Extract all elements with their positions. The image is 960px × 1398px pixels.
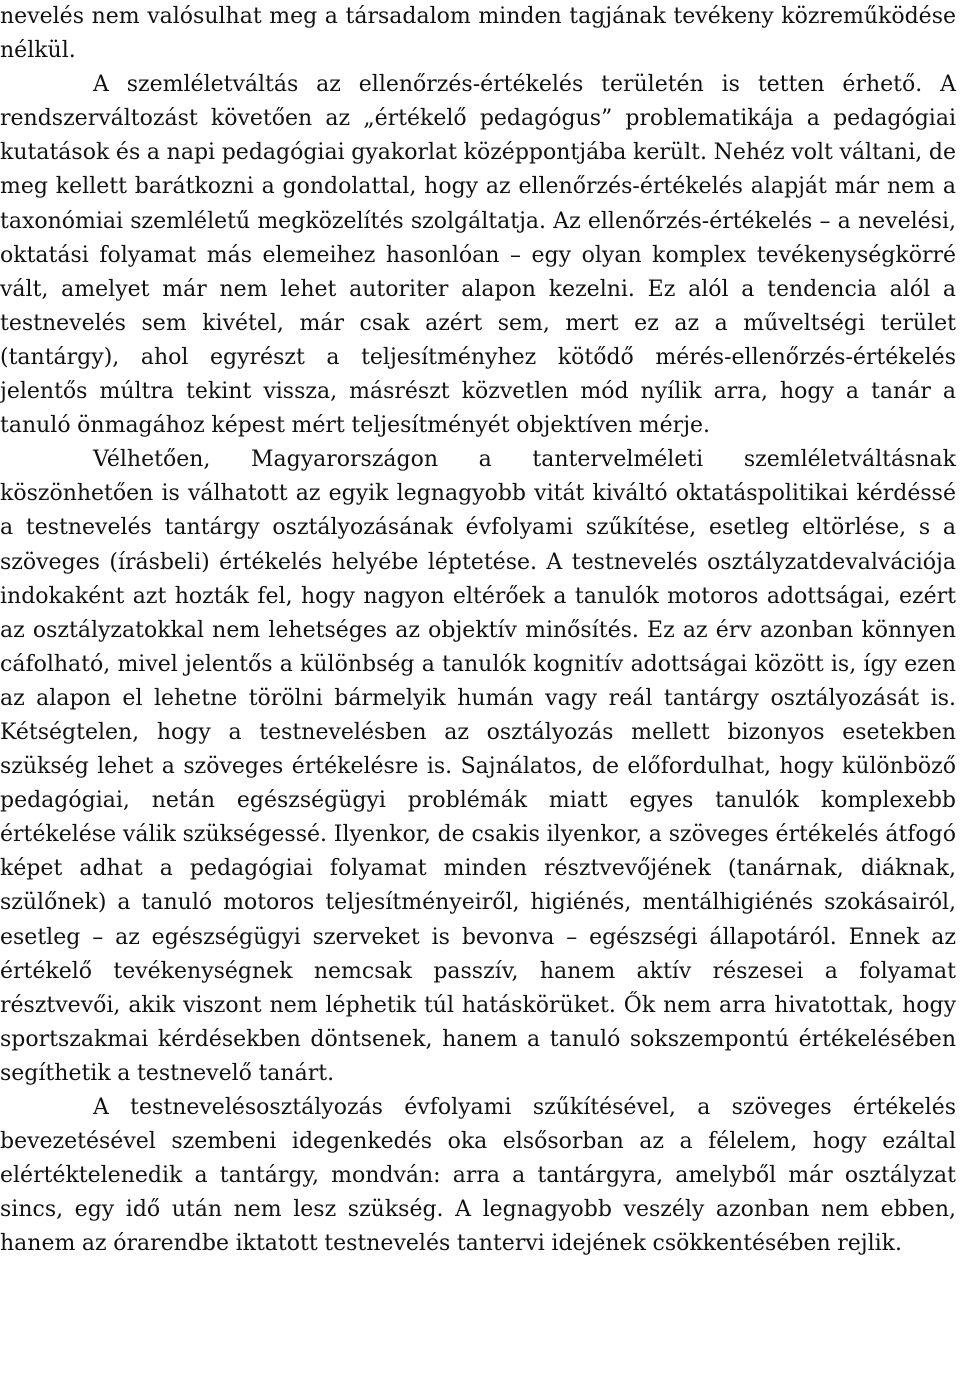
paragraph-assessment-shift: A szemléletváltás az ellenőrzés-értékelés területén is tetten érhető. A rendszerváltozást követően az „értékelő pedagógus” problematikája a pedagógiai kutatások és a napi pedagógiai gyakorlat középpontjába került. Nehéz volt váltani, de meg kellett barátkozni a gondolattal, hogy az ellenőrzés-értékelés alapját már nem a taxonómiai szemléletű megközelítés szolgáltatja. Az ellenőrzés-értékelés – a nevelési, oktatási folyamat más elemeihez hasonlóan – egy olyan komplex tevékenységkörré vált, amelyet már nem lehet autoriter alapon kezelni. Ez alól a tendencia alól a testnevelés sem kivétel, már csak azért sem, mert ez az a műveltségi terület (tantárgy), ahol egyrészt a teljesítményhez kötődő mérés-ellenőrzés-értékelés jelentős múltra tekint vissza, másrészt közvetlen mód nyílik arra, hogy a tanár a tanuló önmagához képest mért teljesítményét objektíven mérje.	[0, 72, 956, 439]
paragraph-devaluation-fear: A testnevelésosztályozás évfolyami szűkítésével, a szöveges értékelés bevezetésével szembeni idegenkedés oka elsősorban az a félelem, hogy ezáltal elértéktelenedik a tantárgy, mondván: arra a tantárgyra, amelyből már osztályzat sincs, egy idő után nem lesz szükség. A legnagyobb veszély azonban nem ebben, hanem az órarendbe iktatott testnevelés tantervi idejének csökkentésében rejlik.	[0, 1095, 956, 1257]
paragraph-grading-debate: Vélhetően, Magyarországon a tantervelméleti szemléletváltásnak köszönhetően is válhatott az egyik legnagyobb vitát kiváltó oktatáspolitikai kérdéssé a testnevelés tantárgy osztályozásának évfolyami szűkítése, esetleg eltörlése, s a szöveges (írásbeli) értékelés helyébe léptetése. A testnevelés osztályzatdevalvációja indokaként azt hozták fel, hogy nagyon eltérőek a tanulók motoros adottságai, ezért az osztályzatokkal nem lehetséges az objektív minősítés. Ez az érv azonban könnyen cáfolható, mivel jelentős a különbség a tanulók kognitív adottságai között is, így ezen az alapon el lehetne törölni bármelyik humán vagy reál tantárgy osztályozását is. Kétségtelen, hogy a testnevelésben az osztályozás mellett bizonyos esetekben szükség lehet a szöveges értékelésre is. Sajnálatos, de előfordulhat, hogy különböző pedagógiai, netán egészségügyi problémák miatt egyes tanulók komplexebb értékelése válik szükségessé. Ilyenkor, de csakis ilyenkor, a szöveges értékelés átfogó képet adhat a pedagógiai folyamat minden résztvevőjének (tanárnak, diáknak, szülőnek) a tanuló motoros teljesítményeiről, higiénés, mentálhigiénés szokásairól, esetleg – az egészségügyi szerveket is bevonva – egészségi állapotáról. Ennek az értékelő tevékenységnek nemcsak passzív, hanem aktív részesei a folyamat résztvevői, akik viszont nem léphetik túl hatáskörüket. Ők nem arra hivatottak, hogy sportszakmai kérdésekben döntsenek, hanem a tanuló sokszempontú értékelésében segíthetik a testnevelő tanárt.	[0, 447, 956, 1086]
paragraph-continuation: nevelés nem valósulhat meg a társadalom minden tagjának tevékeny közreműködése nélkül.	[0, 4, 956, 64]
